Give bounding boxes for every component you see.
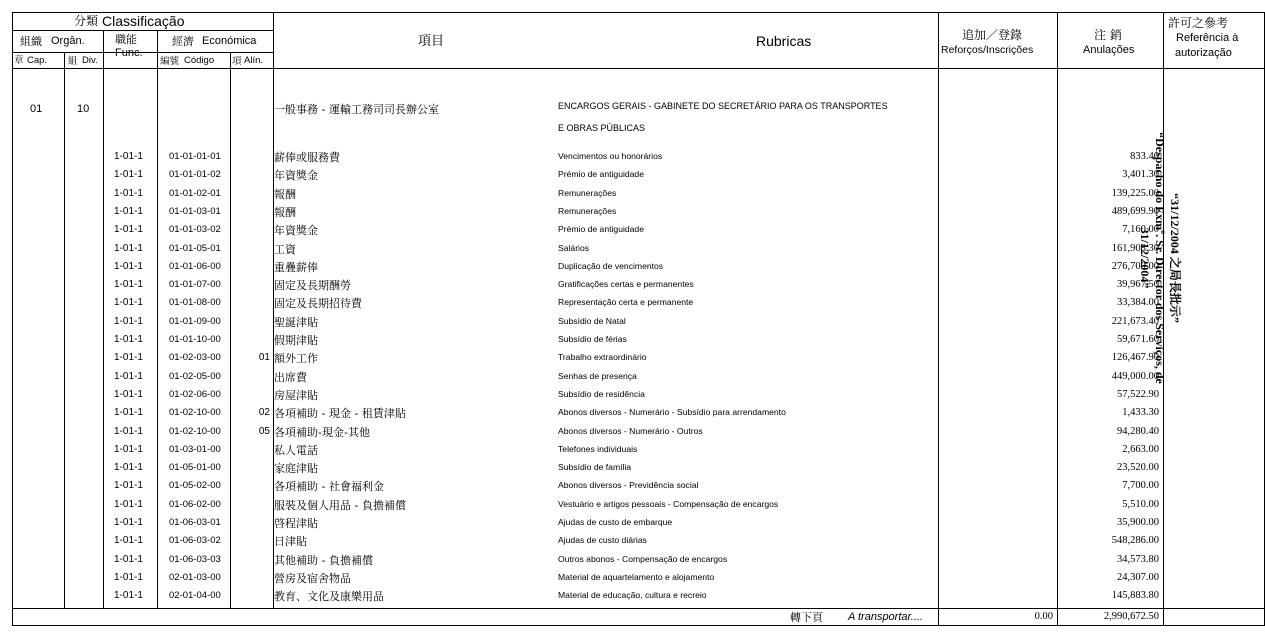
- row-rubric-pt: Vestuário e artigos pessoais - Compensação de encargos: [558, 499, 779, 509]
- footer-top-line: [12, 608, 1265, 609]
- division-zh: 組: [68, 56, 78, 67]
- row-annulment-amount: 59,671.60: [1117, 334, 1159, 345]
- economic-pt: Económica: [202, 35, 257, 47]
- row-functional-code: 1-01-1: [114, 554, 143, 565]
- row-alinea: 05: [258, 426, 270, 437]
- row-economic-code: 01-05-01-00: [169, 462, 221, 473]
- row-economic-code: 01-02-10-00: [169, 407, 221, 418]
- row-functional-code: 1-01-1: [114, 444, 143, 455]
- annulments-total: 2,990,672.50: [1103, 611, 1159, 622]
- carry-forward-pt: A transportar....: [848, 611, 923, 623]
- row-rubric-pt: Outros abonos - Compensação de encargos: [558, 554, 728, 564]
- row-annulment-amount: 94,280.40: [1117, 426, 1159, 437]
- row-economic-code: 01-05-02-00: [169, 480, 221, 491]
- section-title-pt-2: E OBRAS PÚBLICAS: [558, 123, 646, 133]
- functional-zh: 職能: [115, 33, 137, 46]
- row-item-zh: 報酬: [274, 206, 296, 219]
- row-functional-code: 1-01-1: [114, 480, 143, 491]
- row-economic-code: 01-01-05-01: [169, 243, 221, 254]
- row-annulment-amount: 276,700.00: [1111, 261, 1159, 272]
- section-title-zh: 一般事務 - 運輸工務司司長辦公室: [274, 103, 439, 116]
- row-annulment-amount: 548,286.00: [1111, 535, 1159, 546]
- row-item-zh: 工資: [274, 243, 296, 256]
- row-economic-code: 01-02-06-00: [169, 389, 221, 400]
- row-rubric-pt: Material de aquartelamento e alojamento: [558, 572, 715, 582]
- classification-zh: 分類: [74, 14, 99, 28]
- row-item-zh: 聖誕津貼: [274, 316, 318, 329]
- row-item-zh: 服裝及個人用品 - 負擔補償: [274, 499, 406, 512]
- row-rubric-pt: Prémio de antiguidade: [558, 169, 644, 179]
- row-economic-code: 01-06-03-03: [169, 554, 221, 565]
- row-rubric-pt: Remunerações: [558, 206, 617, 216]
- row-rubric-pt: Representação certa e permanente: [558, 297, 694, 307]
- row-annulment-amount: 126,467.90: [1111, 352, 1159, 363]
- row-annulment-amount: 7,700.00: [1122, 480, 1159, 491]
- row-annulment-amount: 1,433.30: [1122, 407, 1159, 418]
- table-border-bottom: [12, 625, 1265, 626]
- table-border-top: [12, 12, 1265, 13]
- table-border-left: [12, 12, 13, 626]
- carry-forward-zh: 轉下頁: [790, 611, 823, 624]
- budget-table: [12, 12, 1265, 626]
- row-economic-code: 01-01-07-00: [169, 279, 221, 290]
- row-annulment-amount: 57,522.90: [1117, 389, 1159, 400]
- row-rubric-pt: Abonos diversos - Previdência social: [558, 480, 699, 490]
- functional-pt: Func.: [115, 47, 143, 59]
- row-functional-code: 1-01-1: [114, 169, 143, 180]
- row-item-zh: 啓程津貼: [274, 517, 318, 530]
- row-rubric-pt: Abonos diversos - Numerário - Outros: [558, 426, 703, 436]
- row-economic-code: 01-01-02-01: [169, 188, 221, 199]
- authorisation-line-3: 31/12/2004”: [1138, 227, 1152, 289]
- row-economic-code: 01-02-10-00: [169, 426, 221, 437]
- row-economic-code: 01-01-01-01: [169, 151, 221, 162]
- row-item-zh: 報酬: [274, 188, 296, 201]
- row-annulment-amount: 833.40: [1130, 151, 1159, 162]
- row-functional-code: 1-01-1: [114, 243, 143, 254]
- row-annulment-amount: 489,699.90: [1111, 206, 1159, 217]
- alinea-pt: Alín.: [244, 55, 264, 66]
- row-economic-code: 01-06-03-01: [169, 517, 221, 528]
- economic-zh: 經濟: [172, 35, 194, 48]
- row-functional-code: 1-01-1: [114, 224, 143, 235]
- row-rubric-pt: Prémio de antiguidade: [558, 224, 644, 234]
- row-item-zh: 營房及宿舍物品: [274, 572, 351, 585]
- authorisation-pt-1: Referência à: [1176, 32, 1239, 44]
- row-item-zh: 各項補助 - 社會福利金: [274, 480, 384, 493]
- reinforcements-pt: Reforços/Inscrições: [941, 44, 1034, 56]
- row-item-zh: 家庭津貼: [274, 462, 318, 475]
- row-item-zh: 固定及長期酬勞: [274, 279, 351, 292]
- row-economic-code: 01-01-08-00: [169, 297, 221, 308]
- row-annulment-amount: 449,000.00: [1111, 371, 1159, 382]
- row-economic-code: 01-06-03-02: [169, 535, 221, 546]
- row-functional-code: 1-01-1: [114, 151, 143, 162]
- rubric-pt-header: Rubricas: [756, 33, 812, 49]
- row-item-zh: 年資獎金: [274, 169, 318, 182]
- row-rubric-pt: Abonos diversos - Numerário - Subsídio para arrendamento: [558, 407, 786, 417]
- row-economic-code: 01-01-10-00: [169, 334, 221, 345]
- row-functional-code: 1-01-1: [114, 297, 143, 308]
- row-functional-code: 1-01-1: [114, 352, 143, 363]
- authorisation-line-2: “Despacho do Exmº. Sr. Director dos Serviços, de: [1153, 132, 1167, 384]
- row-functional-code: 1-01-1: [114, 334, 143, 345]
- row-economic-code: 01-01-03-01: [169, 206, 221, 217]
- chapter-value: 01: [30, 103, 43, 115]
- row-rubric-pt: Material de educação, cultura e recreio: [558, 590, 707, 600]
- row-item-zh: 私人電話: [274, 444, 318, 457]
- row-item-zh: 其他補助 - 負擔補償: [274, 554, 373, 567]
- row-annulment-amount: 39,967.50: [1117, 279, 1159, 290]
- col-divider-cap: [64, 52, 65, 608]
- row-functional-code: 1-01-1: [114, 389, 143, 400]
- row-functional-code: 1-01-1: [114, 316, 143, 327]
- row-functional-code: 1-01-1: [114, 261, 143, 272]
- header-bottom-line: [12, 68, 1265, 69]
- row-economic-code: 01-01-03-02: [169, 224, 221, 235]
- row-rubric-pt: Salários: [558, 243, 590, 253]
- row-rubric-pt: Vencimentos ou honorários: [558, 151, 663, 161]
- row-rubric-pt: Remunerações: [558, 188, 617, 198]
- authorisation-reference: [1122, 98, 1182, 418]
- row-item-zh: 重疊薪俸: [274, 261, 318, 274]
- authorisation-zh: 許可之參考: [1168, 16, 1229, 30]
- row-annulment-amount: 161,908.30: [1111, 243, 1159, 254]
- code-zh: 編號: [160, 56, 180, 67]
- section-title-pt-1: ENCARGOS GERAIS - GABINETE DO SECRETÁRIO PARA OS TRANSPORTES: [558, 101, 888, 111]
- chapter-pt: Cap.: [27, 55, 48, 66]
- chapter-zh: 章: [14, 55, 24, 66]
- division-pt: Div.: [82, 55, 98, 66]
- row-economic-code: 01-03-01-00: [169, 444, 221, 455]
- row-item-zh: 各項補助-現金-其他: [274, 426, 370, 439]
- row-rubric-pt: Trabalho extraordinário: [558, 352, 647, 362]
- row-functional-code: 1-01-1: [114, 188, 143, 199]
- authorisation-pt-2: autorização: [1175, 47, 1232, 59]
- row-functional-code: 1-01-1: [114, 499, 143, 510]
- row-functional-code: 1-01-1: [114, 371, 143, 382]
- row-functional-code: 1-01-1: [114, 590, 143, 601]
- item-zh-header: 項目: [418, 34, 445, 49]
- annulments-pt: Anulações: [1083, 44, 1135, 56]
- row-economic-code: 01-06-02-00: [169, 499, 221, 510]
- row-annulment-amount: 23,520.00: [1117, 462, 1159, 473]
- row-item-zh: 年資獎金: [274, 224, 318, 237]
- classification-underline: [12, 30, 273, 31]
- row-annulment-amount: 34,573.80: [1117, 554, 1159, 565]
- row-economic-code: 01-02-03-00: [169, 352, 221, 363]
- row-rubric-pt: Gratificações certas e permanentes: [558, 279, 694, 289]
- row-functional-code: 1-01-1: [114, 517, 143, 528]
- row-annulment-amount: 33,384.00: [1117, 297, 1159, 308]
- division-value: 10: [77, 103, 90, 115]
- row-annulment-amount: 24,307.00: [1117, 572, 1159, 583]
- row-rubric-pt: Subsídio de residência: [558, 389, 645, 399]
- row-rubric-pt: Subsídio de férias: [558, 334, 627, 344]
- row-functional-code: 1-01-1: [114, 279, 143, 290]
- row-annulment-amount: 2,663.00: [1122, 444, 1159, 455]
- row-functional-code: 1-01-1: [114, 426, 143, 437]
- row-alinea: 01: [258, 352, 270, 363]
- row-annulment-amount: 139,225.00: [1111, 188, 1159, 199]
- row-annulment-amount: 35,900.00: [1117, 517, 1159, 528]
- alinea-zh: 項: [232, 56, 242, 67]
- row-rubric-pt: Telefones individuais: [558, 444, 638, 454]
- classification-pt: Classificação: [102, 13, 185, 29]
- reinforcements-total: 0.00: [1034, 611, 1053, 622]
- row-economic-code: 01-02-05-00: [169, 371, 221, 382]
- row-alinea: 02: [258, 407, 270, 418]
- col-divider-functional: [157, 30, 158, 608]
- col-divider-rubric: [938, 12, 939, 626]
- col-divider-reinforcements: [1057, 12, 1058, 626]
- col-divider-organic: [103, 30, 104, 608]
- row-economic-code: 01-01-01-02: [169, 169, 221, 180]
- row-item-zh: 薪俸或服務費: [274, 151, 340, 164]
- row-functional-code: 1-01-1: [114, 535, 143, 546]
- row-annulment-amount: 3,401.30: [1122, 169, 1159, 180]
- annulments-zh: 注 銷: [1094, 28, 1122, 42]
- row-item-zh: 固定及長期招待費: [274, 297, 362, 310]
- row-item-zh: 房屋津貼: [274, 389, 318, 402]
- row-economic-code: 01-01-09-00: [169, 316, 221, 327]
- row-rubric-pt: Ajudas de custo de embarque: [558, 517, 673, 527]
- organic-pt: Orgân.: [51, 35, 85, 47]
- organic-zh: 組織: [20, 35, 42, 48]
- row-rubric-pt: Subsídio de Natal: [558, 316, 626, 326]
- row-rubric-pt: Duplicação de vencimentos: [558, 261, 664, 271]
- row-functional-code: 1-01-1: [114, 206, 143, 217]
- row-item-zh: 教育、文化及康樂用品: [274, 590, 384, 603]
- row-functional-code: 1-01-1: [114, 407, 143, 418]
- row-annulment-amount: 5,510.00: [1122, 499, 1159, 510]
- row-item-zh: 日津貼: [274, 535, 307, 548]
- col-divider-code: [230, 52, 231, 608]
- row-annulment-amount: 7,160.00: [1122, 224, 1159, 235]
- row-annulment-amount: 221,673.40: [1111, 316, 1159, 327]
- row-rubric-pt: Subsídio de família: [558, 462, 632, 472]
- row-economic-code: 01-01-06-00: [169, 261, 221, 272]
- code-pt: Código: [184, 55, 215, 66]
- row-rubric-pt: Ajudas de custo diárias: [558, 535, 647, 545]
- row-economic-code: 02-01-03-00: [169, 572, 221, 583]
- row-annulment-amount: 145,883.80: [1111, 590, 1159, 601]
- row-rubric-pt: Senhas de presença: [558, 371, 637, 381]
- authorisation-line-1: “31/12/2004 之局長批示”: [1168, 193, 1182, 323]
- row-item-zh: 各項補助 - 現金 - 租賃津貼: [274, 407, 406, 420]
- row-item-zh: 出席費: [274, 371, 307, 384]
- row-functional-code: 1-01-1: [114, 462, 143, 473]
- row-item-zh: 假期津貼: [274, 334, 318, 347]
- row-functional-code: 1-01-1: [114, 572, 143, 583]
- reinforcements-zh: 追加／登錄: [962, 28, 1023, 42]
- row-economic-code: 02-01-04-00: [169, 590, 221, 601]
- row-item-zh: 額外工作: [274, 352, 318, 365]
